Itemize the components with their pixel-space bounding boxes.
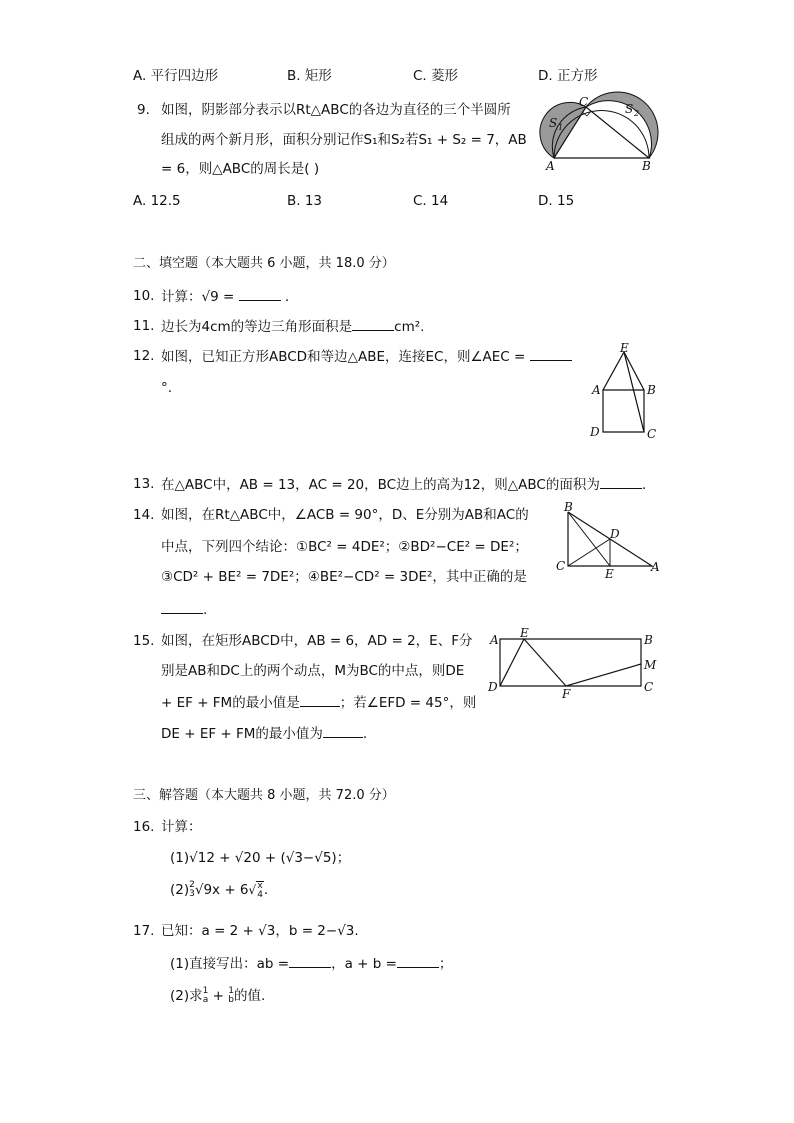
q12-label-b: B <box>647 383 656 397</box>
q14-number: 14. <box>133 507 155 523</box>
q10-text-post: . <box>284 289 290 305</box>
q14-label-e: E <box>605 567 614 581</box>
q17-part-1-post: ； <box>438 956 453 972</box>
q13-number: 13. <box>133 476 155 492</box>
q15-label-m: M <box>644 658 657 672</box>
q16-part-2: (2) 2 3 √9x + 6√ x 4 . <box>170 880 269 900</box>
q17-part-1-pre: (1)直接写出：ab = <box>170 956 290 972</box>
q14-line-4 <box>161 599 207 620</box>
q14-segment-cd <box>568 539 610 566</box>
q12-answer-blank[interactable] <box>530 346 572 361</box>
q11-text-post: cm². <box>394 319 425 335</box>
q9-label-s1: S <box>549 116 558 130</box>
q9-option-b: B. 13 <box>287 193 323 209</box>
q15-line-3-post: ；若∠EFD = 45°，则 <box>339 695 477 711</box>
q17-part-2-pre: (2)求 <box>170 988 203 1004</box>
q15-label-d: D <box>488 680 498 694</box>
q15-line-3-pre: + EF + FM的最小值是 <box>161 695 300 711</box>
q15-number: 15. <box>133 633 155 649</box>
q10-number: 10. <box>133 288 155 304</box>
q9-option-a: A. 12.5 <box>133 193 181 209</box>
q17-part-1-mid: ，a + b = <box>331 956 397 972</box>
q10-text <box>161 286 289 307</box>
q8-option-a: A. 平行四边形 <box>133 68 219 84</box>
q14-label-d: D <box>610 527 620 541</box>
q12-line-1-text: 如图，已知正方形ABCD和等边△ABE，连接EC，则∠AEC = <box>161 349 526 365</box>
q9-figure <box>540 92 665 174</box>
q9-label-s2: S <box>625 102 634 116</box>
q12-label-c: C <box>647 427 657 441</box>
q15-line-4-pre: DE + EF + FM的最小值为 <box>161 726 323 742</box>
q15-label-b: B <box>644 633 653 647</box>
q12-square <box>603 390 644 432</box>
q10-answer-blank[interactable] <box>239 286 281 301</box>
q16-part-1: (1)√12 + √20 + (√3−√5)； <box>170 850 351 866</box>
q17-part-1 <box>170 953 452 974</box>
q11-text <box>161 316 424 337</box>
q16-part-2-mid: √9x + 6 <box>194 882 249 898</box>
q17-answer-blank-ab[interactable] <box>289 953 331 968</box>
q14-label-c: C <box>556 559 566 573</box>
q12-segment-ec <box>624 352 644 432</box>
q10-text-pre: 计算：√9 = <box>161 289 239 305</box>
q17-answer-blank-sum[interactable] <box>397 953 439 968</box>
q9-label-c: C <box>579 95 589 109</box>
q9-label-s1-sub: 1 <box>558 123 564 132</box>
q9-line-1: 如图，阴影部分表示以Rt△ABC的各边为直径的三个半圆所 <box>161 102 511 118</box>
q16-number: 16. <box>133 819 155 835</box>
q15-answer-blank-2[interactable] <box>323 723 363 738</box>
q8-option-d: D. 正方形 <box>538 68 598 84</box>
q14-line-4-text: . <box>203 602 208 618</box>
q17-part-2: (2)求 1 a + 1 b 的值. <box>170 986 266 1005</box>
q11-answer-blank[interactable] <box>352 316 394 331</box>
q17-f1-den: a <box>202 995 209 1005</box>
q16-frac-den: 3 <box>189 889 195 899</box>
q15-line-4 <box>161 723 367 744</box>
q13-text-post: . <box>641 477 647 493</box>
q12-label-a: A <box>592 383 601 397</box>
q17-part-2-post: 的值. <box>234 988 266 1004</box>
q16-rad-num: x <box>257 880 263 891</box>
q16-frac-num: 2 <box>189 880 195 890</box>
q17-f2-den: b <box>228 995 234 1005</box>
q15-label-f: F <box>562 687 571 701</box>
section-2-title: 二、填空题（本大题共 6 小题，共 18.0 分） <box>133 256 395 271</box>
q14-line-3: ③CD² + BE² = 7DE²；④BE²−CD² = 3DE²，其中正确的是 <box>161 569 527 585</box>
q12-line-1 <box>161 346 572 367</box>
q16-radical-fraction <box>256 881 264 900</box>
q16-title: 计算： <box>161 819 202 835</box>
q14-line-2: 中点，下列四个结论：①BC² = 4DE²；②BD²−CE² = DE²； <box>161 539 528 555</box>
q11-number: 11. <box>133 318 155 334</box>
q15-path-defm <box>500 639 641 686</box>
q16-part-2-post: . <box>263 882 269 898</box>
q9-number: 9. <box>137 102 150 118</box>
q15-label-c: C <box>644 680 654 694</box>
q15-rectangle <box>500 639 641 686</box>
q17-f1-num: 1 <box>202 986 209 996</box>
q13-answer-blank[interactable] <box>600 474 642 489</box>
q9-option-d: D. 15 <box>538 193 575 209</box>
q12-line-2: °. <box>161 380 173 396</box>
q8-option-c: C. 菱形 <box>413 68 459 84</box>
q9-label-s2-sub: 2 <box>634 109 640 118</box>
q15-line-4-post: . <box>362 726 368 742</box>
q15-answer-blank-1[interactable] <box>300 692 340 707</box>
q9-line-3: = 6，则△ABC的周长是( ) <box>161 161 320 177</box>
q15-figure <box>486 628 662 704</box>
q9-lune-s2 <box>586 92 658 158</box>
q16-rad-den: 4 <box>257 889 263 900</box>
q9-label-b: B <box>642 159 651 173</box>
q17-line-1: 已知：a = 2 + √3，b = 2−√3. <box>161 923 359 939</box>
q9-line-2: 组成的两个新月形，面积分别记作S₁和S₂若S₁ + S₂ = 7，AB <box>161 132 527 148</box>
q15-label-e: E <box>520 626 529 640</box>
q8-option-b: B. 矩形 <box>287 68 332 84</box>
q12-number: 12. <box>133 348 155 364</box>
q9-label-a: A <box>546 159 555 173</box>
q14-figure <box>552 498 664 580</box>
q14-line-1: 如图，在Rt△ABC中，∠ACB = 90°，D、E分别为AB和AC的 <box>161 507 529 523</box>
q13-text-pre: 在△ABC中，AB = 13，AC = 20，BC边上的高为12，则△ABC的面积为 <box>161 477 600 493</box>
q15-line-2: 别是AB和DC上的两个动点，M为BC的中点，则DE <box>161 663 465 679</box>
q15-line-1: 如图，在矩形ABCD中，AB = 6，AD = 2，E、F分 <box>161 633 473 649</box>
q14-segment-be <box>568 512 610 566</box>
q14-answer-blank[interactable] <box>161 599 203 614</box>
q12-label-d: D <box>590 425 600 439</box>
q12-equilateral-triangle <box>603 352 644 390</box>
q16-part-2-pre: (2) <box>170 882 190 898</box>
q13-text <box>161 474 646 495</box>
q15-label-a: A <box>490 633 499 647</box>
section-3-title: 三、解答题（本大题共 8 小题，共 72.0 分） <box>133 788 395 803</box>
q12-figure <box>588 342 663 442</box>
q14-label-a: A <box>651 560 660 574</box>
q17-fraction-1-over-a <box>203 987 209 1005</box>
q17-f2-num: 1 <box>228 986 234 996</box>
q14-label-b: B <box>564 500 573 514</box>
q17-number: 17. <box>133 923 155 939</box>
q15-line-3 <box>161 692 476 713</box>
q9-option-c: C. 14 <box>413 193 449 209</box>
q11-text-pre: 边长为4cm的等边三角形面积是 <box>161 319 353 335</box>
q12-label-e: E <box>620 341 629 355</box>
